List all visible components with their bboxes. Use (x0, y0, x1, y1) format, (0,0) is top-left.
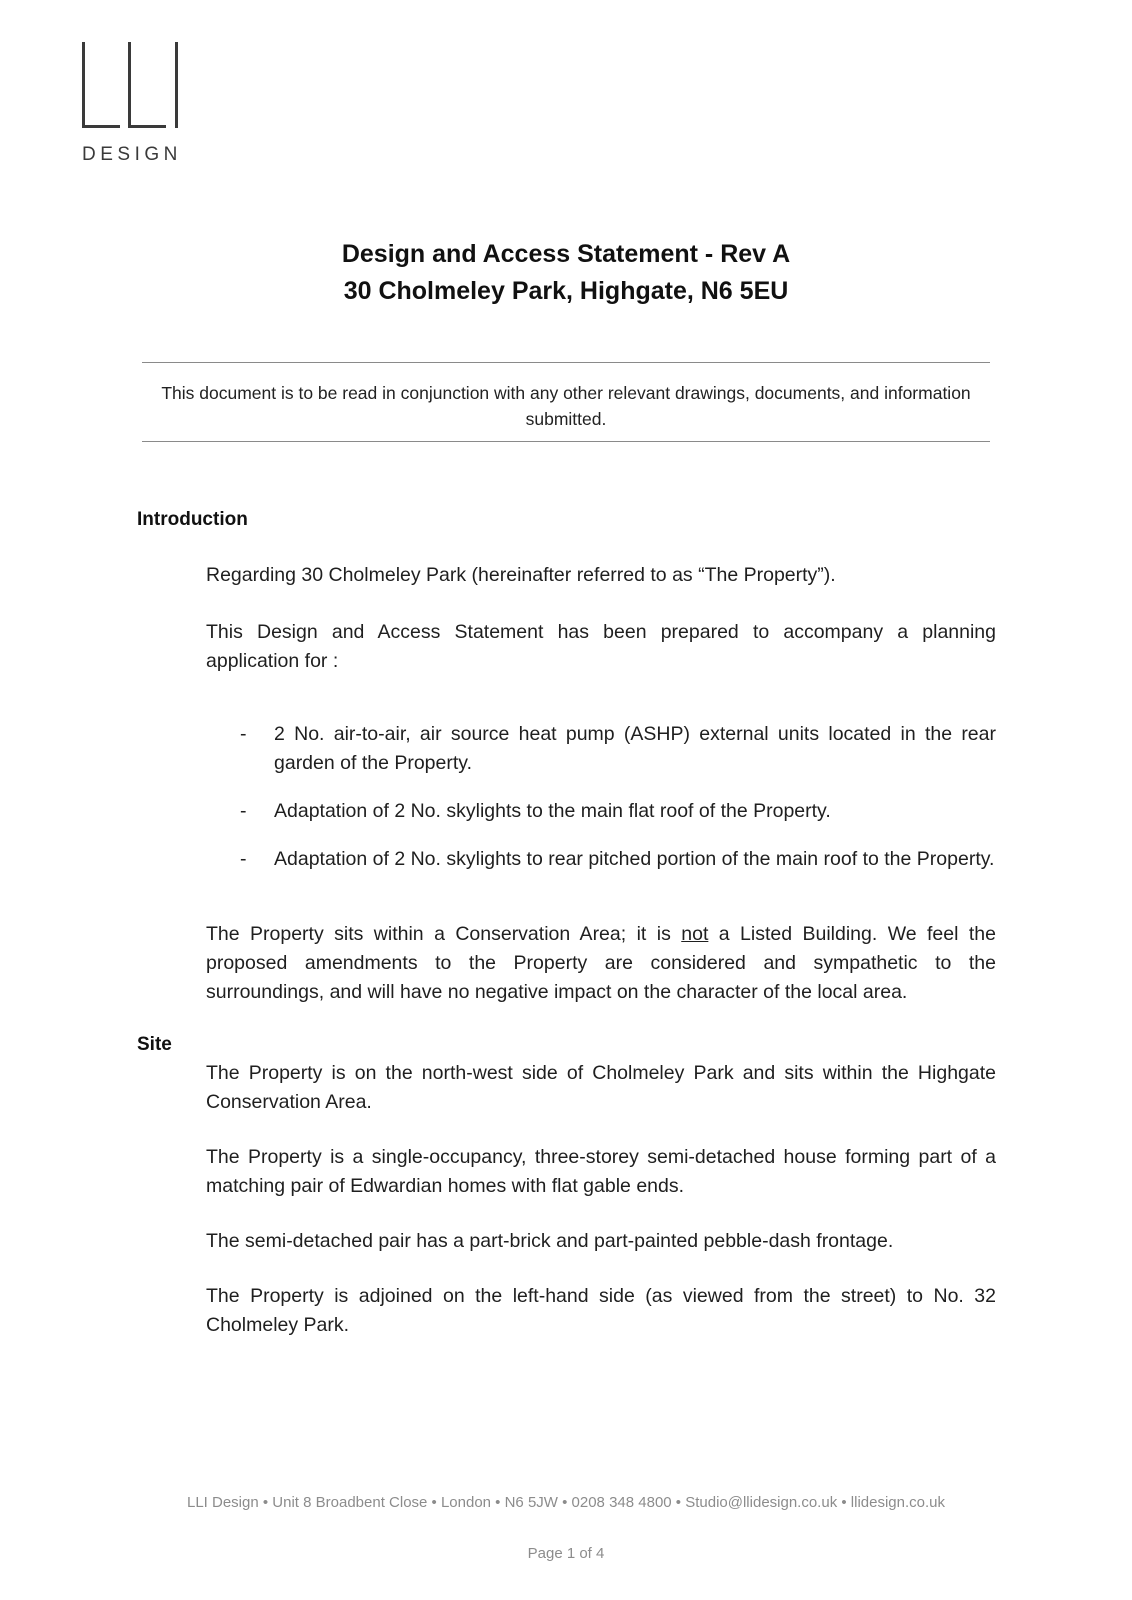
list-item-text: 2 No. air-to-air, air source heat pump (ASHP) external units located in the rear garden of the Property. (274, 723, 996, 774)
bullet-marker: - (240, 848, 247, 870)
site-paragraph-1: The Property is on the north-west side of Cholmeley Park and sits within the Highgate Conservation Area. (206, 1062, 996, 1113)
intro-paragraph-1: Regarding 30 Cholmeley Park (hereinafter referred to as “The Property”). (206, 564, 836, 586)
document-title (0, 236, 1132, 310)
p3-text-start: The Property sits within a Conservation Area; it is (206, 923, 682, 945)
p3-emphasis: not (681, 923, 709, 945)
bottom-divider (142, 441, 990, 442)
page-number: Page 1 of 4 (527, 1545, 605, 1562)
bullet-marker: - (240, 800, 247, 822)
site-heading: Site (137, 1034, 172, 1055)
title-line-1: Design and Access Statement - Rev A (341, 240, 791, 268)
company-logo (82, 40, 192, 165)
top-divider (142, 362, 990, 363)
list-item (206, 797, 996, 826)
title-line-2: 30 Cholmeley Park, Highgate, N6 5EU (343, 277, 789, 305)
bullet-marker: - (240, 723, 247, 745)
intro-paragraph-3 (206, 920, 996, 1007)
list-item (206, 845, 996, 874)
logo-wordmark: DESIGN (82, 144, 182, 165)
list-item-text: Adaptation of 2 No. skylights to the main flat roof of the Property. (274, 800, 831, 822)
reading-notice: This document is to be read in conjunction with any other relevant drawings, documents, and information submitted. (161, 383, 971, 429)
list-item-text: Adaptation of 2 No. skylights to rear pitched portion of the main roof to the Property. (274, 848, 995, 870)
intro-paragraph-2: This Design and Access Statement has been prepared to accompany a planning application for : (206, 621, 996, 672)
list-item (206, 720, 996, 778)
site-paragraph-3: The semi-detached pair has a part-brick and part-painted pebble-dash frontage. (206, 1230, 894, 1252)
site-paragraph-2: The Property is a single-occupancy, three-storey semi-detached house forming part of a matching pair of Edwardian homes with flat gable ends. (206, 1146, 996, 1197)
p3-text-end: a Listed Building. We feel the proposed amendments to the Property are considered and sympathetic to the surroundings, and will have no negative impact on the character of the local area. (206, 923, 996, 1003)
lli-logo-mark (82, 40, 182, 132)
site-paragraph-4: The Property is adjoined on the left-hand side (as viewed from the street) to No. 32 Cholmeley Park. (206, 1285, 996, 1336)
footer-contact: LLI Design • Unit 8 Broadbent Close • London • N6 5JW • 0208 348 4800 • Studio@llidesign.co.uk • llidesign.co.uk (186, 1494, 945, 1511)
introduction-heading: Introduction (137, 509, 248, 530)
